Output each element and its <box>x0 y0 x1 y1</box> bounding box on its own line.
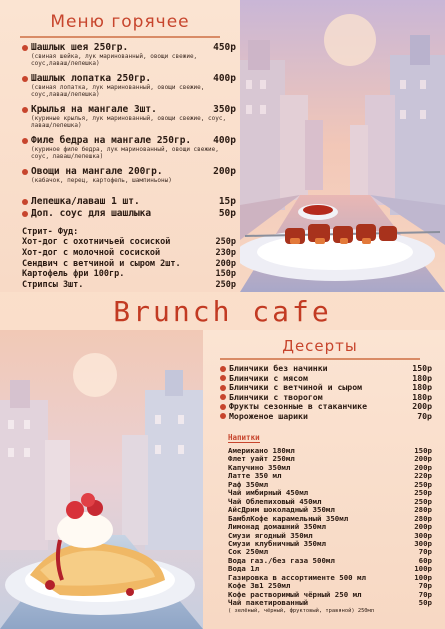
item-price: 50р <box>418 598 432 608</box>
extras-list <box>22 196 236 292</box>
item-price: 100р <box>414 564 432 574</box>
item-name: Картофель фри 100гр. <box>22 269 125 280</box>
item-price: 150р <box>414 446 432 455</box>
item-price: 180р <box>412 391 432 402</box>
item-name: Шашлык лопатка 250гр. <box>31 73 152 84</box>
item-price: 70р <box>418 581 432 591</box>
item-price: 200р <box>215 258 236 269</box>
list-item <box>22 249 236 259</box>
cafe-brand-title: Brunch cafe <box>113 295 332 328</box>
bullet-icon <box>22 138 28 144</box>
item-price: 400р <box>213 73 236 84</box>
item-name: Лимонад домашний 350мл <box>228 522 326 532</box>
item-price: 200р <box>213 166 236 177</box>
list-item <box>22 270 236 280</box>
item-name: Чай имбирный 450мл <box>228 488 309 498</box>
item-name: Чай пакетированный <box>228 598 309 608</box>
bullet-icon <box>22 199 28 205</box>
item-name: Блинчики без начинки <box>229 363 328 373</box>
item-price: 250р <box>414 496 432 506</box>
item-price: 70р <box>417 410 432 421</box>
item-name: Смузи клубничный 350мл <box>228 538 326 548</box>
item-description: (куриное филе бедра, лук маринованный, овощи свежие, соус, лаваш/лепешка) <box>31 146 219 160</box>
item-name: Раф 350мл <box>228 479 269 489</box>
item-price: 70р <box>418 589 432 599</box>
item-price: 200р <box>412 401 432 412</box>
bullet-icon <box>22 45 28 51</box>
bullet-icon <box>220 394 226 400</box>
canal-skewer-illustration <box>240 0 445 292</box>
item-price: 300р <box>414 530 432 540</box>
canal-pancake-illustration <box>0 330 203 629</box>
list-item <box>220 412 432 422</box>
item-price: 220р <box>414 471 432 481</box>
item-name: Лепешка/лаваш 1 шт. <box>31 196 140 207</box>
list-item <box>22 73 236 98</box>
item-price: 50р <box>218 208 236 219</box>
bullet-icon <box>220 413 226 419</box>
item-price: 450р <box>213 42 236 53</box>
item-name: Сок 250мл <box>228 547 269 557</box>
item-name: Блинчики с творогом <box>229 391 323 402</box>
item-name: Хот-дог с охотничьей сосиской <box>22 237 171 247</box>
list-item <box>22 135 236 160</box>
item-name: АйсДрим шоколадный 350мл <box>228 505 335 515</box>
tea-note-text: ( зелёный, чёрный, фруктовый, травяной) 250мл <box>228 607 375 614</box>
item-name: Латте 350 мл <box>228 471 282 481</box>
desserts-list <box>220 364 432 422</box>
drinks-heading: Напитки <box>228 433 260 442</box>
item-price: 180р <box>412 372 432 383</box>
item-price: 150р <box>215 269 236 280</box>
item-price: 250р <box>414 479 432 489</box>
item-name: Газировка в ассортименте 500 мл <box>228 572 366 582</box>
bullet-icon <box>220 375 226 381</box>
item-price: 100р <box>414 572 432 582</box>
bullet-icon <box>220 404 226 410</box>
item-name: Сендвич с ветчиной и сыром 2шт. <box>22 258 181 269</box>
item-name: Мороженое шарики <box>229 410 308 421</box>
item-name: Доп. соус для шашлыка <box>31 208 152 219</box>
item-name: Блинчики с мясом <box>229 372 308 383</box>
list-item <box>22 42 236 67</box>
item-price: 60р <box>418 555 432 565</box>
item-price: 150р <box>412 363 432 373</box>
item-price: 280р <box>414 513 432 523</box>
item-price: 400р <box>213 135 236 146</box>
item-description: (свиная шейка, лук маринованный, овощи свежие, соус,лаваш/лепешка) <box>31 53 198 67</box>
bullet-icon <box>22 76 28 82</box>
item-price: 70р <box>418 547 432 557</box>
item-price: 250р <box>215 237 236 247</box>
bullet-icon <box>22 211 28 217</box>
item-name: Стрипсы 3шт. <box>22 280 84 291</box>
item-name: Овощи на мангале 200гр. <box>31 166 163 177</box>
item-price: 230р <box>215 247 236 258</box>
bullet-icon <box>220 385 226 391</box>
list-item <box>22 260 236 270</box>
desserts-title: Десерты <box>220 334 420 360</box>
list-item <box>22 104 236 129</box>
item-price: 200р <box>414 454 432 464</box>
item-name: Крылья на мангале 3шт. <box>31 104 157 115</box>
bullet-icon <box>220 366 226 372</box>
tea-note <box>228 608 432 615</box>
item-name: Вода газ./без газа 500мл <box>228 555 335 565</box>
item-name: Кофе растворимый чёрный 250 мл <box>228 589 362 599</box>
item-name: Смузи ягодный 350мл <box>228 530 313 540</box>
list-item <box>22 238 236 248</box>
item-name: Вода 1л <box>228 564 260 574</box>
item-name: Капучино 350мл <box>228 462 291 472</box>
item-description: (куриные крылья, лук маринованный, овощи свежие, соус, лаваш/лепешка) <box>31 115 227 129</box>
item-price: 200р <box>414 462 432 472</box>
street-food-list <box>22 238 236 291</box>
item-name: Чай Облепиховый 450мл <box>228 496 322 506</box>
item-price: 280р <box>414 505 432 515</box>
bullet-icon <box>22 107 28 113</box>
list-item <box>22 208 236 219</box>
hot-menu-list <box>22 42 236 190</box>
item-name: Фрукты сезонные в стаканчике <box>229 401 368 412</box>
bullet-icon <box>22 169 28 175</box>
item-name: Флет уайт 250мл <box>228 454 295 464</box>
list-item <box>22 196 236 207</box>
list-item <box>22 281 236 291</box>
item-name: Кофе 3в1 250мл <box>228 581 291 591</box>
item-name: Шашлык шея 250гр. <box>31 42 129 53</box>
item-price: 300р <box>414 538 432 548</box>
item-name: Хот-дог с молочной сосиской <box>22 247 161 258</box>
item-price: 180р <box>412 382 432 393</box>
list-item <box>22 166 236 184</box>
item-name: Блинчики с ветчиной и сыром <box>229 382 363 393</box>
item-price: 250р <box>414 488 432 498</box>
item-description: (кабачок, перец, картофель, шампиньоны) <box>31 177 172 184</box>
item-name: БамблКофе карамельный 350мл <box>228 513 349 523</box>
item-description: (свиная лопатка, лук маринованный, овощи свежие, соус,лаваш/лепешка) <box>31 84 205 98</box>
hot-menu-title: Меню горячее <box>20 8 220 38</box>
item-name: Филе бедра на мангале 250гр. <box>31 135 192 146</box>
item-price: 200р <box>414 522 432 532</box>
list-item <box>228 599 432 607</box>
item-price: 250р <box>215 280 236 291</box>
item-name: Американо 180мл <box>228 446 295 455</box>
street-food-heading: Стрит- Фуд: <box>22 227 79 237</box>
drinks-list <box>228 447 432 615</box>
item-price: 15р <box>218 196 236 207</box>
item-price: 350р <box>213 104 236 115</box>
